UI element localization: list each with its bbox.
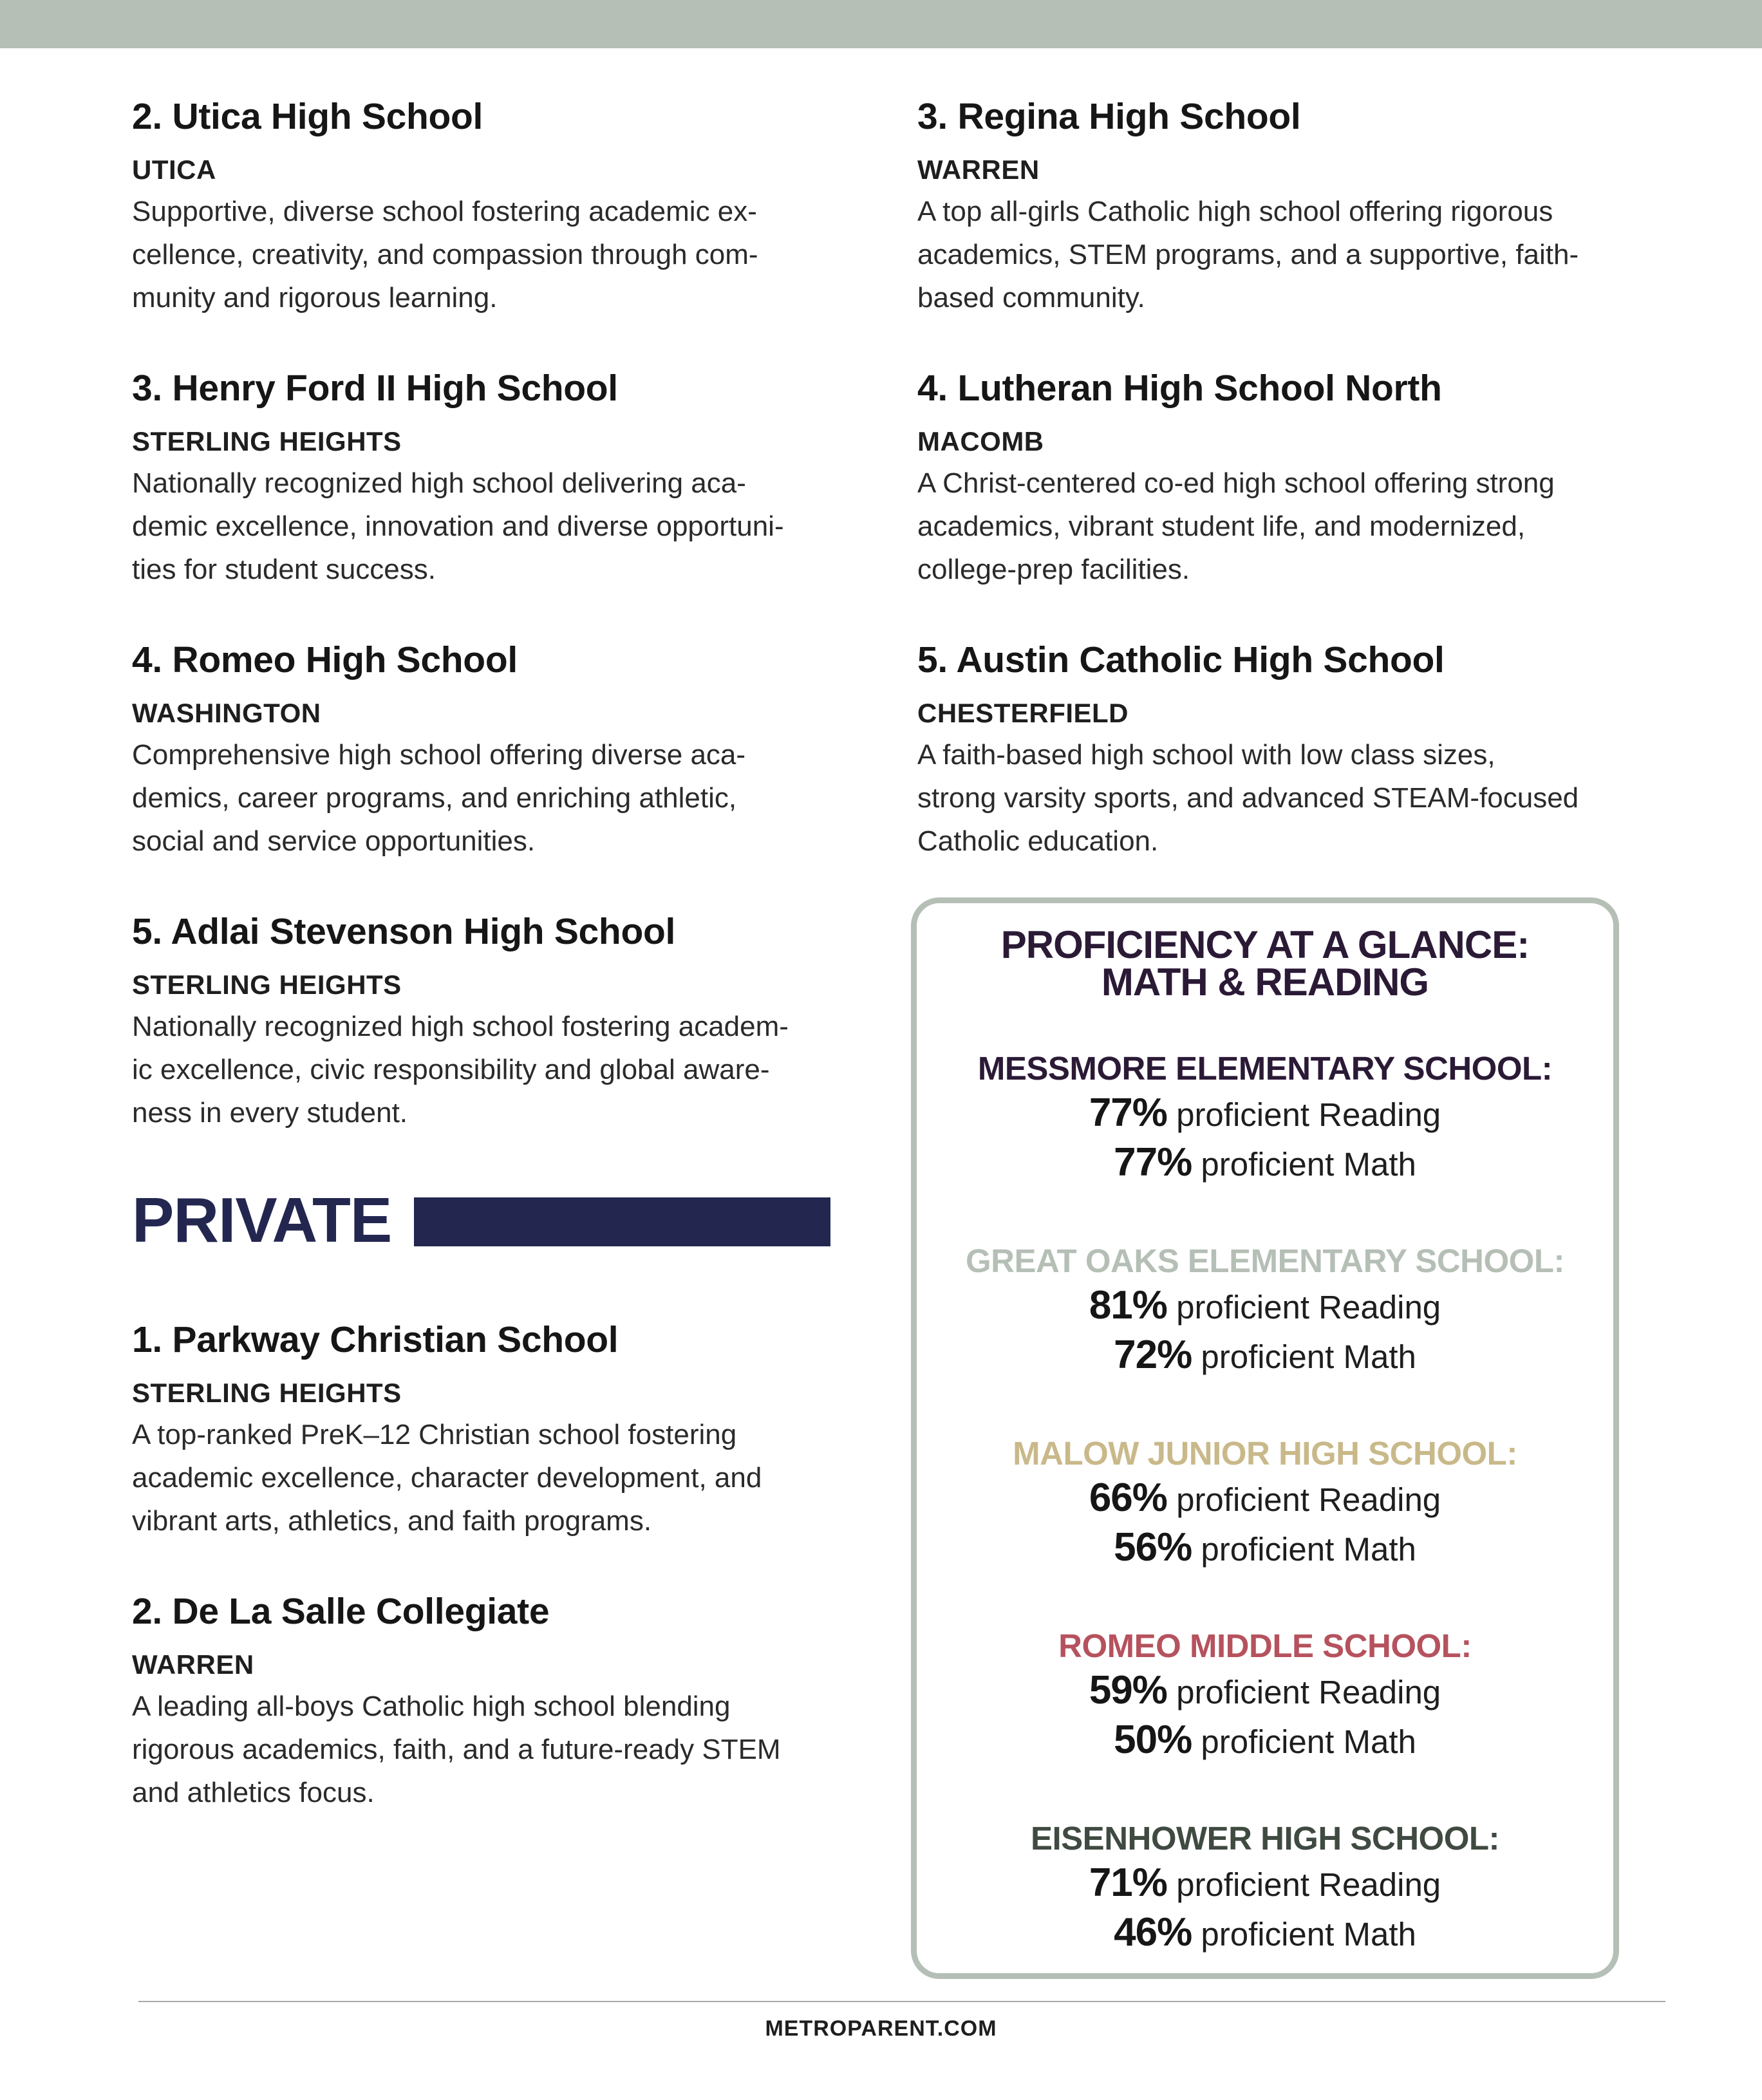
private-section-heading: [132, 1185, 830, 1255]
proficiency-title: [917, 923, 1613, 1004]
reading-stat: [917, 1089, 1613, 1139]
school-city: STERLING HEIGHTS: [132, 1377, 402, 1408]
math-label: proficient Math: [1201, 1338, 1416, 1375]
school-entry: [132, 1320, 840, 1542]
reading-percent: 59%: [1089, 1668, 1167, 1712]
school-description: Supportive, diverse school fostering academic ex- cellence, creativity, and compassion through com- munity and rigorous learning.: [132, 195, 758, 314]
reading-percent: 71%: [1089, 1861, 1167, 1905]
heading-rule: [414, 1197, 830, 1246]
school-title: 1. Parkway Christian School: [132, 1319, 619, 1360]
school-city: CHESTERFIELD: [917, 697, 1129, 728]
school-name: EISENHOWER HIGH SCHOOL:: [1030, 1820, 1500, 1857]
school-name: MALOW JUNIOR HIGH SCHOOL:: [1013, 1435, 1517, 1472]
school-title: 5. Adlai Stevenson High School: [132, 911, 676, 952]
school-city: STERLING HEIGHTS: [132, 969, 402, 1000]
math-stat: [917, 1716, 1613, 1766]
proficiency-item: [917, 1048, 1613, 1188]
proficiency-item: [917, 1626, 1613, 1766]
footer-site-link[interactable]: METROPARENT.COM: [765, 2016, 997, 2041]
math-percent: 50%: [1114, 1718, 1192, 1762]
school-entry: [917, 368, 1632, 591]
school-entry: [917, 97, 1632, 319]
reading-stat: [917, 1282, 1613, 1331]
section-title: PRIVATE: [132, 1185, 392, 1255]
school-title: 5. Austin Catholic High School: [917, 639, 1445, 680]
reading-stat: [917, 1859, 1613, 1909]
math-percent: 77%: [1114, 1140, 1192, 1185]
math-percent: 46%: [1114, 1910, 1192, 1955]
school-description: A leading all-boys Catholic high school blending rigorous academics, faith, and a future-ready STEM and athletics focus.: [132, 1690, 781, 1808]
reading-label: proficient Reading: [1176, 1096, 1441, 1133]
school-city: MACOMB: [917, 426, 1044, 456]
school-description: Nationally recognized high school fostering academ- ic excellence, civic responsibility and global aware- ness in every student.: [132, 1010, 789, 1129]
school-title: 2. De La Salle Collegiate: [132, 1591, 550, 1632]
school-description: A top-ranked PreK–12 Christian school fostering academic excellence, character development, and vibrant arts, athletics, and faith programs.: [132, 1418, 762, 1537]
school-name: ROMEO MIDDLE SCHOOL:: [1058, 1627, 1472, 1664]
reading-percent: 66%: [1089, 1476, 1167, 1520]
reading-stat: [917, 1474, 1613, 1524]
proficiency-box: [911, 897, 1619, 1979]
math-stat: [917, 1909, 1613, 1958]
math-label: proficient Math: [1201, 1531, 1416, 1568]
math-stat: [917, 1331, 1613, 1381]
reading-label: proficient Reading: [1176, 1481, 1441, 1518]
school-title: 4. Romeo High School: [132, 639, 518, 680]
school-title: 4. Lutheran High School North: [917, 368, 1442, 409]
school-city: STERLING HEIGHTS: [132, 426, 402, 456]
footer-divider: [138, 2001, 1665, 2002]
school-name: MESSMORE ELEMENTARY SCHOOL:: [977, 1050, 1553, 1087]
reading-label: proficient Reading: [1176, 1674, 1441, 1711]
school-description: A Christ-centered co-ed high school offering strong academics, vibrant student life, and modernized, college-prep facilities.: [917, 467, 1555, 585]
school-name: GREAT OAKS ELEMENTARY SCHOOL:: [966, 1242, 1564, 1279]
school-entry: [132, 912, 840, 1134]
school-entry: [917, 640, 1632, 863]
school-city: WASHINGTON: [132, 697, 321, 728]
reading-stat: [917, 1667, 1613, 1716]
school-description: Comprehensive high school offering diverse aca- demics, career programs, and enriching athletic, social and service opportunities.: [132, 738, 746, 857]
math-percent: 72%: [1114, 1333, 1192, 1377]
math-label: proficient Math: [1201, 1723, 1416, 1760]
reading-percent: 81%: [1089, 1283, 1167, 1327]
school-title: 3. Regina High School: [917, 96, 1301, 137]
proficiency-item: [917, 1818, 1613, 1958]
school-description: A faith-based high school with low class sizes, strong varsity sports, and advanced STEAM-focused Catholic education.: [917, 738, 1579, 857]
math-stat: [917, 1524, 1613, 1573]
school-entry: [132, 368, 840, 591]
reading-percent: 77%: [1089, 1091, 1167, 1135]
proficiency-item: [917, 1433, 1613, 1573]
proficiency-item: [917, 1241, 1613, 1381]
math-percent: 56%: [1114, 1525, 1192, 1570]
school-entry: [132, 1591, 840, 1814]
school-title: 2. Utica High School: [132, 96, 483, 137]
school-description: A top all-girls Catholic high school offering rigorous academics, STEM programs, and a supportive, faith- based community.: [917, 195, 1579, 314]
title-line-2: MATH & READING: [1101, 961, 1429, 1004]
school-city: UTICA: [132, 154, 216, 185]
school-entry: [132, 97, 840, 319]
reading-label: proficient Reading: [1176, 1866, 1441, 1903]
top-color-band: [0, 0, 1762, 48]
school-city: WARREN: [917, 154, 1040, 185]
school-description: Nationally recognized high school delivering aca- demic excellence, innovation and diverse opportuni- ties for student success.: [132, 467, 784, 585]
math-label: proficient Math: [1201, 1916, 1416, 1953]
reading-label: proficient Reading: [1176, 1289, 1441, 1326]
title-line-1: PROFICIENCY AT A GLANCE:: [1000, 923, 1530, 966]
math-stat: [917, 1139, 1613, 1188]
school-entry: [132, 640, 840, 863]
math-label: proficient Math: [1201, 1146, 1416, 1183]
school-title: 3. Henry Ford II High School: [132, 368, 618, 409]
school-city: WARREN: [132, 1649, 254, 1680]
